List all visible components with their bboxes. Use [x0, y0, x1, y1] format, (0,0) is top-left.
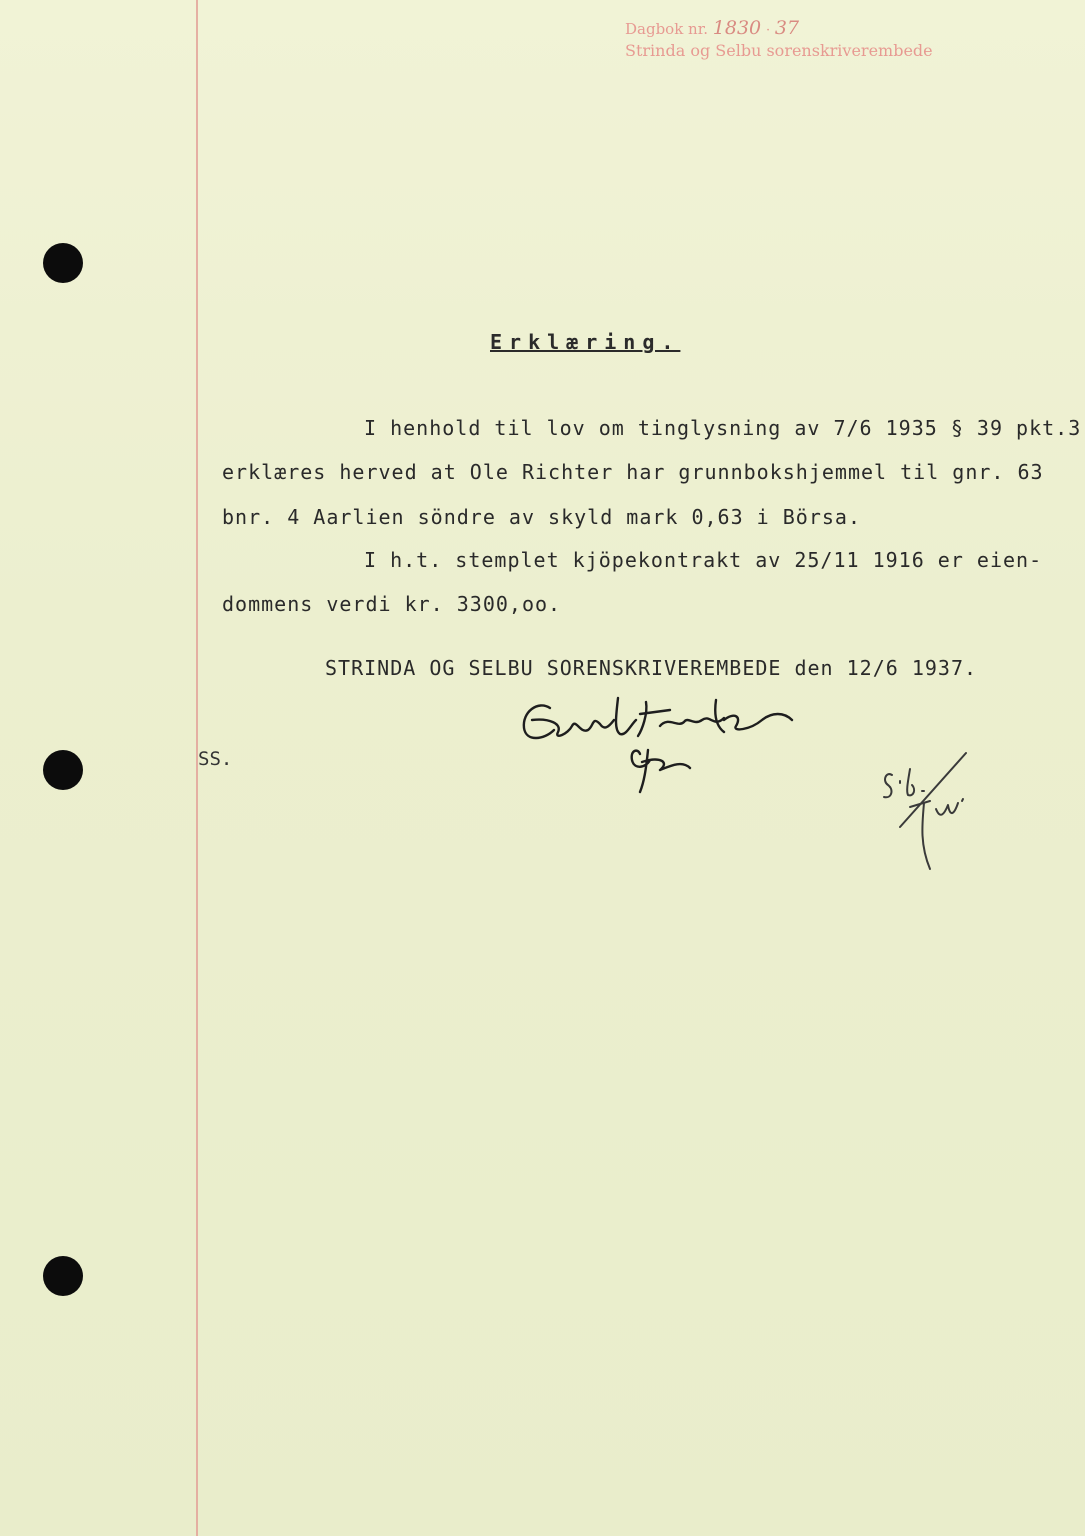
- stamp-prefix: Dagbok nr.: [625, 20, 709, 38]
- stamp-office: Strinda og Selbu sorenskriverembede: [625, 41, 933, 60]
- stamp-year: 37: [774, 17, 800, 39]
- registry-stamp: Dagbok nr. 1830 · 37 Strinda og Selbu sorenskriverembede: [625, 17, 933, 60]
- text-line: bnr. 4 Aarlien söndre av skyld mark 0,63 i Börsa.: [222, 505, 862, 529]
- punch-hole: [43, 243, 83, 283]
- punch-hole: [43, 750, 83, 790]
- text-line: I henhold til lov om tinglysning av 7/6 1935 § 39 pkt.3: [364, 416, 1082, 440]
- stamp-number: 1830: [712, 17, 762, 39]
- office-dateline: STRINDA OG SELBU SORENSKRIVEREMBEDE den 12/6 1937.: [325, 656, 978, 680]
- text-line: erklæres herved at Ole Richter har grunnbokshjemmel til gnr. 63: [222, 460, 1044, 484]
- text-line: I h.t. stemplet kjöpekontrakt av 25/11 1916 er eien-: [364, 548, 1043, 572]
- handwritten-note-graphic: [870, 745, 990, 885]
- text-line: dommens verdi kr. 3300,oo.: [222, 592, 562, 616]
- initials: SS.: [198, 748, 233, 770]
- document-title: Erklæring.: [490, 330, 681, 354]
- punch-hole: [43, 1256, 83, 1296]
- signature-graphic: [510, 690, 810, 800]
